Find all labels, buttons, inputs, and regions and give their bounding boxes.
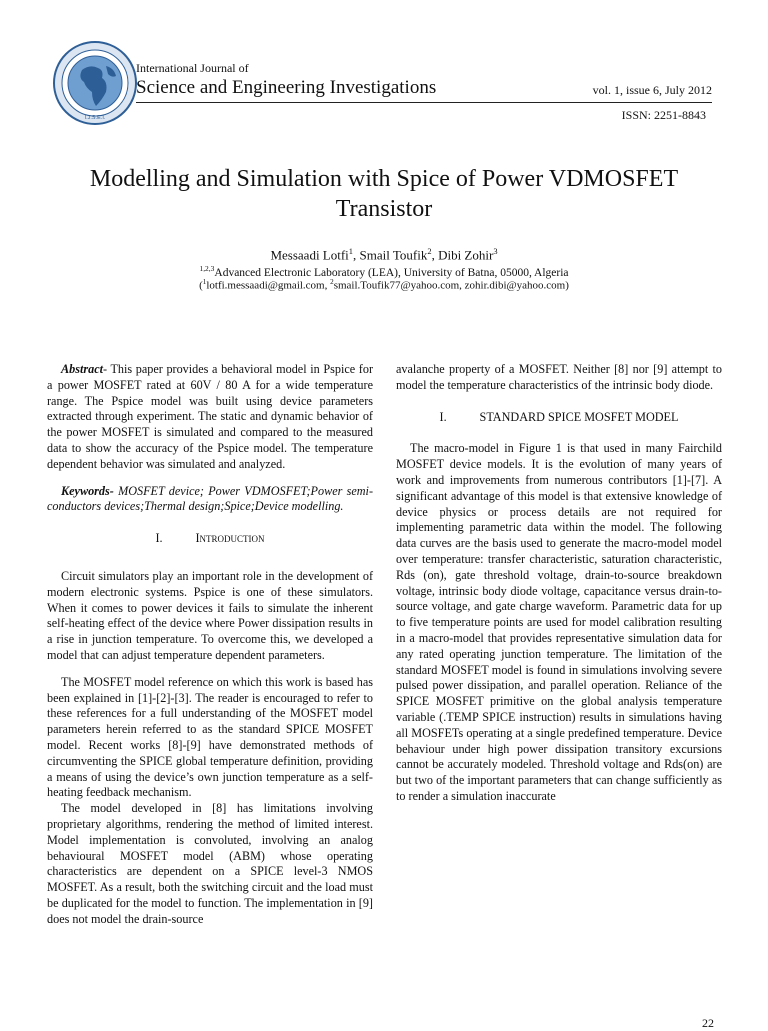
section-1-heading	[47, 531, 373, 547]
authors	[0, 246, 768, 263]
section-1-title: Introduction	[195, 531, 265, 546]
author-1-sup: 1	[348, 246, 354, 256]
intro-paragraph-3: The model developed in [8] has limitations involving proprietary algorithms, rendering the method of limited interest. Model implementation is convoluted, involving an analog behavioural MOSFET model (ABM) whose operating characteristics are dependent on a SPICE level-3 NMOS MOSFET. As a result, both the switching circuit and the load must be duplicated for the model to function. The implementation in [9] does not model the drain-source	[47, 801, 373, 926]
author-1: Messaadi Lotfi	[270, 247, 349, 263]
section-2-heading	[396, 410, 722, 426]
issn: ISSN: 2251-8843	[621, 108, 706, 122]
section-2-number: I.	[439, 409, 447, 424]
journal-prefix: International Journal of	[136, 61, 249, 75]
section-2-title: STANDARD SPICE MOSFET MODEL	[479, 409, 679, 424]
intro-paragraph-1: Circuit simulators play an important role in the development of modern electronic systems. Pspice is one of these simulators. When it comes to power devices it fails to simulate the inherent self-heating effect of the device where Power dissipation results in a rise in junction temperature. To overcome this, we developed a model that can adjust temperature dependent parameters.	[47, 568, 373, 662]
affiliation-text: Advanced Electronic Laboratory (LEA), University of Batna, 05000, Algeria	[214, 266, 569, 279]
affiliation	[0, 264, 768, 279]
intro-paragraph-3-continued: avalanche property of a MOSFET. Neither [8] nor [9] attempt to model the temperature characteristics of the intrinsic body diode.	[396, 362, 722, 392]
abstract-text: - This paper provides a behavioral model in Pspice for a power MOSFET rated at 60V / 80 A for a wide temperature range. The Pspice model was built using device parameters extracted through experiment. The static and dynamic behavior of the power MOSFET is simulated and compared to the measured data to show the accuracy of the Pspice model. The temperature dependent behavior was simulated and analyzed.	[47, 362, 373, 471]
emails	[0, 278, 768, 292]
keywords-label: Keywords-	[61, 483, 114, 498]
page-number: 22	[702, 1016, 714, 1030]
left-column	[47, 362, 373, 928]
paper-title	[40, 164, 728, 224]
affiliation-sup: 1,2,3	[199, 264, 215, 273]
email-2: smail.Toufik77@yahoo.com, zohir.dibi@yahoo.com)	[333, 279, 569, 292]
keywords-text: MOSFET device; Power VDMOSFET;Power semi-conductors devices;Thermal design;Spice;Device modelling.	[47, 483, 373, 514]
author-2-sup: 2	[427, 246, 432, 256]
paper-title-line2: Transistor	[335, 196, 433, 222]
author-3-sup: 3	[493, 246, 498, 256]
author-3: , Dibi Zohir	[431, 247, 494, 263]
volume-info: vol. 1, issue 6, July 2012	[592, 83, 712, 97]
journal-name: Science and Engineering Investigations	[136, 77, 437, 98]
email-open: (	[199, 279, 203, 292]
email-1: lotfi.messaadi@gmail.com,	[206, 279, 331, 292]
keywords	[47, 484, 373, 516]
paper-title-line1: Modelling and Simulation with Spice of Power VDMOSFET	[89, 166, 679, 192]
abstract	[47, 362, 373, 473]
abstract-label: Abstract	[61, 362, 103, 376]
author-2: , Smail Toufik	[353, 247, 428, 263]
email-2-sup: 2	[330, 278, 334, 286]
email-1-sup: 1	[202, 278, 207, 286]
section-1-number: I.	[155, 531, 163, 546]
logo-caption: I.J.S.E.I.	[84, 115, 106, 121]
journal-logo-globe-icon	[52, 40, 138, 126]
right-column	[396, 362, 722, 805]
intro-paragraph-2: The MOSFET model reference on which this work is based has been explained in [1]-[2]-[3]. The reader is encouraged to refer to these references for a full understanding of the MOSFET model parameters herein referred to as the standard SPICE MOSFET model. Recent works [8]-[9] have demonstrated methods of circumventing the SPICE global temperature definition, providing a means of using the device’s own junction temperature as a self-heating feedback mechanism.	[47, 674, 373, 800]
header-rule	[136, 102, 712, 103]
section-2-paragraph-1: The macro-model in Figure 1 is that used in many Fairchild MOSFET device models. It is the evolution of many years of work and improvements from numerous contributors [1]-[7]. A significant advantage of this model is that extensive knowledge of device physics or process details are not required for implementing parametric data within the model. The following data curves are the basis used to generate the macro-model model over temperature: transfer characteristic, saturation characteristic, Rds (on), gate threshold voltage, drain-to-source breakdown voltage, intrinsic body diode voltage, capacitance versus drain-to-source voltage, and gate charge waveform. Parametric data for up to five temperature points are used for model calibration resulting in a macro-model that provides representative simulation data for any rated operating junction temperature. The limitation of the standard MOSFET model is found in simulations involving severe pulsed power dissipation, and parallel operation. Reliance of the SPICE MOSFET primitive on the global analysis temperature variable (.TEMP SPICE instruction) results in simulations having all MOSFETs operating at a single predefined temperature. Device behaviour under high power dissipation transitory excursions cannot be accurately modeled. Threshold voltage and Rds(on) are but two of the important parameters that can change sufficiently as to render a simulation inaccurate	[396, 441, 722, 803]
